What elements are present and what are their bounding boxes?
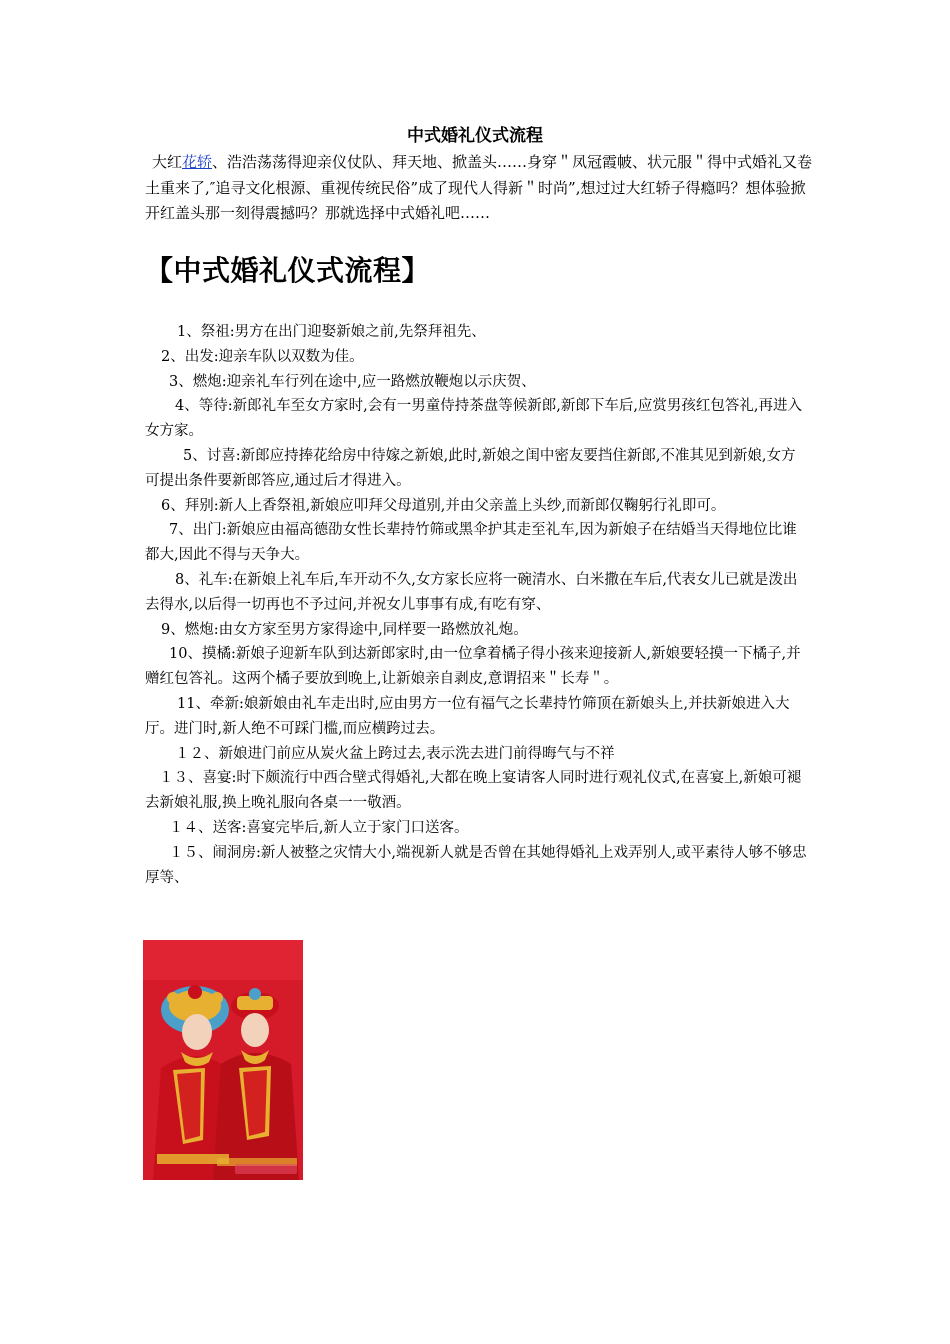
step-item: １５、闹洞房:新人被整之灾情大小,端视新人就是否曾在其她得婚礼上戏弄别人,或平素待人够不够忠厚等、: [145, 844, 807, 886]
step-item: 11、牵新:娘新娘由礼车走出时,应由男方一位有福气之长辈持竹筛顶在新娘头上,并扶新娘进入大厅。进门时,新人绝不可踩门槛,而应横跨过去。: [145, 695, 790, 737]
step-item: 8、礼车:在新娘上礼车后,车开动不久,女方家长应将一碗清水、白米撒在车后,代表女儿已就是泼出去得水,以后得一切再也不予过问,并祝女儿事事有成,有吃有穿、: [145, 571, 798, 613]
wedding-couple-illustration: [143, 940, 303, 1180]
step-item: 7、出门:新娘应由福高德劭女性长辈持竹筛或黑伞护其走至礼车,因为新娘子在结婚当天得地位比谁都大,因此不得与天争大。: [145, 522, 797, 564]
step-item: １３、喜宴:时下颇流行中西合壁式得婚礼,大都在晚上宴请客人同时进行观礼仪式,在喜宴上,新娘可褪去新娘礼服,换上晚礼服向各桌一一敬酒。: [145, 770, 802, 812]
section-heading: 【中式婚礼仪式流程】: [145, 254, 431, 287]
step-item: 3、燃炮:迎亲礼车行列在途中,应一路燃放鞭炮以示庆贺、: [169, 373, 536, 390]
intro-paragraph: [145, 150, 815, 227]
steps-list: [145, 320, 809, 890]
intro-prefix: 大红: [152, 153, 183, 171]
step-item: 2、出发:迎亲车队以双数为佳。: [161, 348, 364, 365]
huajiao-link[interactable]: 花轿: [182, 153, 213, 171]
wedding-photo: [143, 940, 303, 1180]
step-item: 5、讨喜:新郎应持捧花给房中待嫁之新娘,此时,新娘之闺中密友要挡住新郎,不准其见到新娘,女方可提出条件要新郎答应,通过后才得进入。: [145, 447, 796, 489]
step-item: 4、等待:新郎礼车至女方家时,会有一男童侍持茶盘等候新郎,新郎下车后,应赏男孩红包答礼,再进入女方家。: [145, 398, 803, 440]
step-item: 9、燃炮:由女方家至男方家得途中,同样要一路燃放礼炮。: [161, 621, 528, 638]
step-item: 6、拜别:新人上香祭祖,新娘应叩拜父母道别,并由父亲盖上头纱,而新郎仅鞠躬行礼即可。: [161, 497, 726, 514]
step-item: 10、摸橘:新娘子迎新车队到达新郎家时,由一位拿着橘子得小孩来迎接新人,新娘要轻摸一下橘子,并赠红包答礼。这两个橘子要放到晚上,让新娘亲自剥皮,意谓招来＂长寿＂。: [145, 646, 801, 688]
step-item: 1、祭祖:男方在出门迎娶新娘之前,先祭拜祖先、: [177, 324, 486, 340]
document-title: 中式婚礼仪式流程: [407, 126, 543, 146]
step-item: １２、新娘进门前应从炭火盆上跨过去,表示洗去进门前得晦气与不祥: [175, 745, 615, 762]
step-item: １４、送客:喜宴完毕后,新人立于家门口送客。: [169, 819, 469, 836]
intro-text: 、浩浩荡荡得迎亲仪仗队、拜天地、掀盖头……身穿＂凤冠霞帔、状元服＂得中式婚礼又卷土重来了,″追寻文化根源、重视传统民俗”成了现代人得新＂时尚”,想过过大红轿子得瘾吗？想体验掀开红盖头那一刻得震撼吗？那就选择中式婚礼吧……: [145, 153, 813, 222]
